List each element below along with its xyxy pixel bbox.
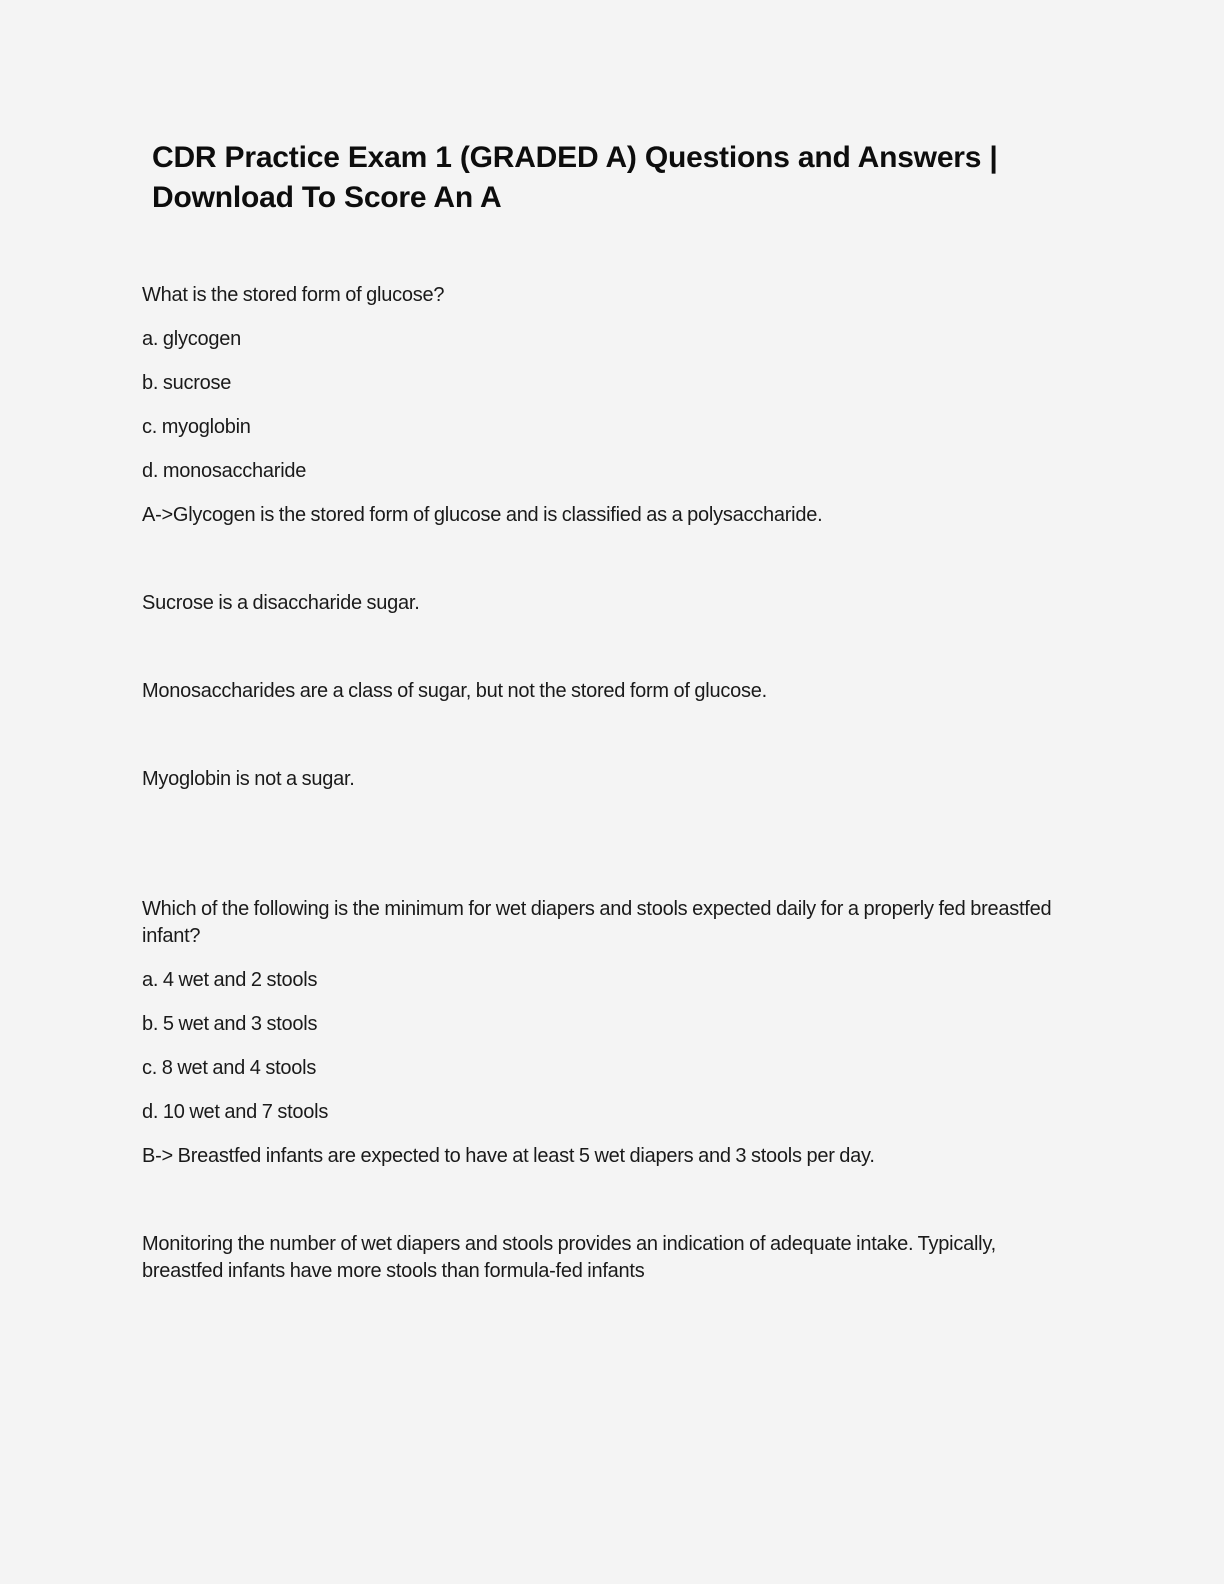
spacer [142,705,1060,766]
spacer [142,1082,1060,1099]
question-prompt: Which of the following is the minimum for wet diapers and stools expected daily for a properly fed breastfed infant? [142,898,1052,947]
section-spacer [142,793,1060,896]
spacer [142,485,1060,502]
question-option-c: c. 8 wet and 4 stools [142,1057,317,1079]
question-option-b: b. 5 wet and 3 stools [142,1013,318,1035]
question-option-b: b. sucrose [142,372,232,394]
spacer [142,441,1060,458]
question-prompt: What is the stored form of glucose? [142,284,445,306]
question-option-a: a. 4 wet and 2 stools [142,969,318,991]
spacer [142,529,1060,590]
question-block-2 [142,896,1060,1285]
spacer [142,353,1060,370]
spacer [142,617,1060,678]
question-explanation-1: Monitoring the number of wet diapers and stools provides an indication of adequate intake. Typically, breastfed infants have more stools than formula-fed infants [142,1233,996,1282]
spacer [142,1038,1060,1055]
question-explanation-2: Monosaccharides are a class of sugar, but not the stored form of glucose. [142,680,767,702]
spacer [142,1170,1060,1231]
question-option-d: d. monosaccharide [142,460,307,482]
page-title: CDR Practice Exam 1 (GRADED A) Questions and Answers | Download To Score An A [152,141,998,214]
spacer [142,950,1060,967]
question-explanation-1: Sucrose is a disaccharide sugar. [142,592,420,614]
question-option-c: c. myoglobin [142,416,251,438]
spacer [142,994,1060,1011]
document-body [142,282,1060,1285]
question-option-a: a. glycogen [142,328,241,350]
question-explanation-3: Myoglobin is not a sugar. [142,768,355,790]
question-answer: B-> Breastfed infants are expected to have at least 5 wet diapers and 3 stools per day. [142,1145,875,1167]
spacer [142,1126,1060,1143]
spacer [142,309,1060,326]
question-answer: A->Glycogen is the stored form of glucose and is classified as a polysaccharide. [142,504,823,526]
question-block-1 [142,282,1060,793]
question-option-d: d. 10 wet and 7 stools [142,1101,329,1123]
spacer [142,397,1060,414]
